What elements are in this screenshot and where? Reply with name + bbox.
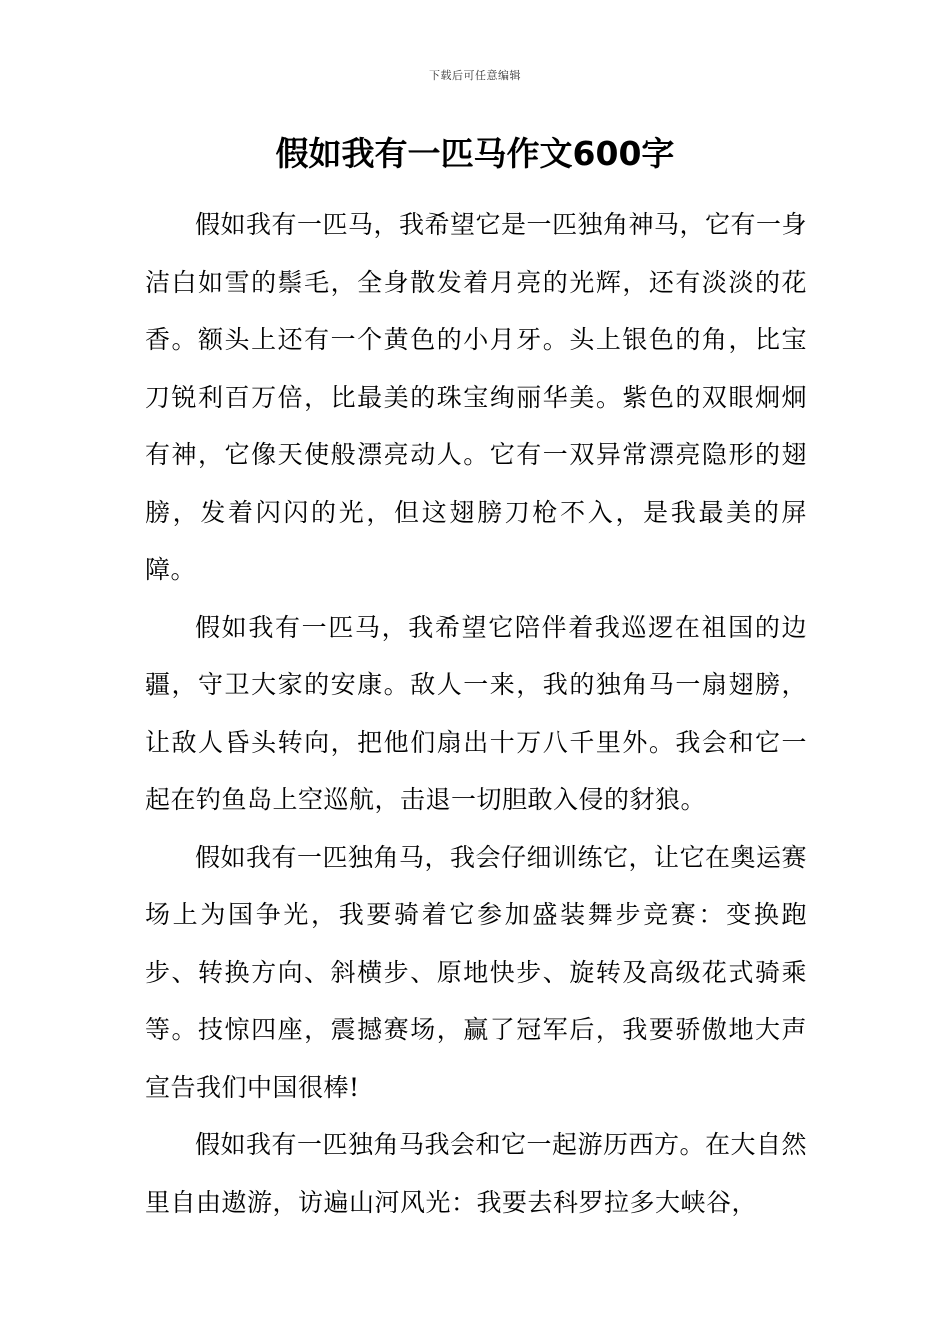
paragraph-1: 假如我有一匹马，我希望它是一匹独角神马，它有一身洁白如雪的鬃毛，全身散发着月亮的光辉，还有淡淡的花香。额头上还有一个黄色的小月牙。头上银色的角，比宝刀锐利百万倍，比最美的珠宝绚丽华美。紫色的双眼炯炯有神，它像天使般漂亮动人。它有一双异常漂亮隐形的翅膀，发着闪闪的光，但这翅膀刀枪不入，是我最美的屏障。 xyxy=(145,210,808,584)
paragraph-2: 假如我有一匹马，我希望它陪伴着我巡逻在祖国的边疆，守卫大家的安康。敌人一来，我的独角马一扇翅膀，让敌人昏头转向，把他们扇出十万八千里外。我会和它一起在钓鱼岛上空巡航，击退一切胆敢入侵的豺狼。 xyxy=(145,612,807,814)
page-header-note: 下载后可任意编辑 xyxy=(429,69,521,82)
paragraph-3: 假如我有一匹独角马，我会仔细训练它，让它在奥运赛场上为国争光，我要骑着它参加盛装舞步竞赛：变换跑步、转换方向、斜横步、原地快步、旋转及高级花式骑乘等。技惊四座，震撼赛场，赢了冠军后，我要骄傲地大声宣告我们中国很棒! xyxy=(145,842,808,1102)
document-title: 假如我有一匹马作文600字 xyxy=(275,134,675,173)
document-body xyxy=(145,196,807,1231)
paragraph-4: 假如我有一匹独角马我会和它一起游历西方。在大自然里自由遨游，访遍山河风光：我要去科罗拉多大峡谷， xyxy=(145,1130,808,1217)
